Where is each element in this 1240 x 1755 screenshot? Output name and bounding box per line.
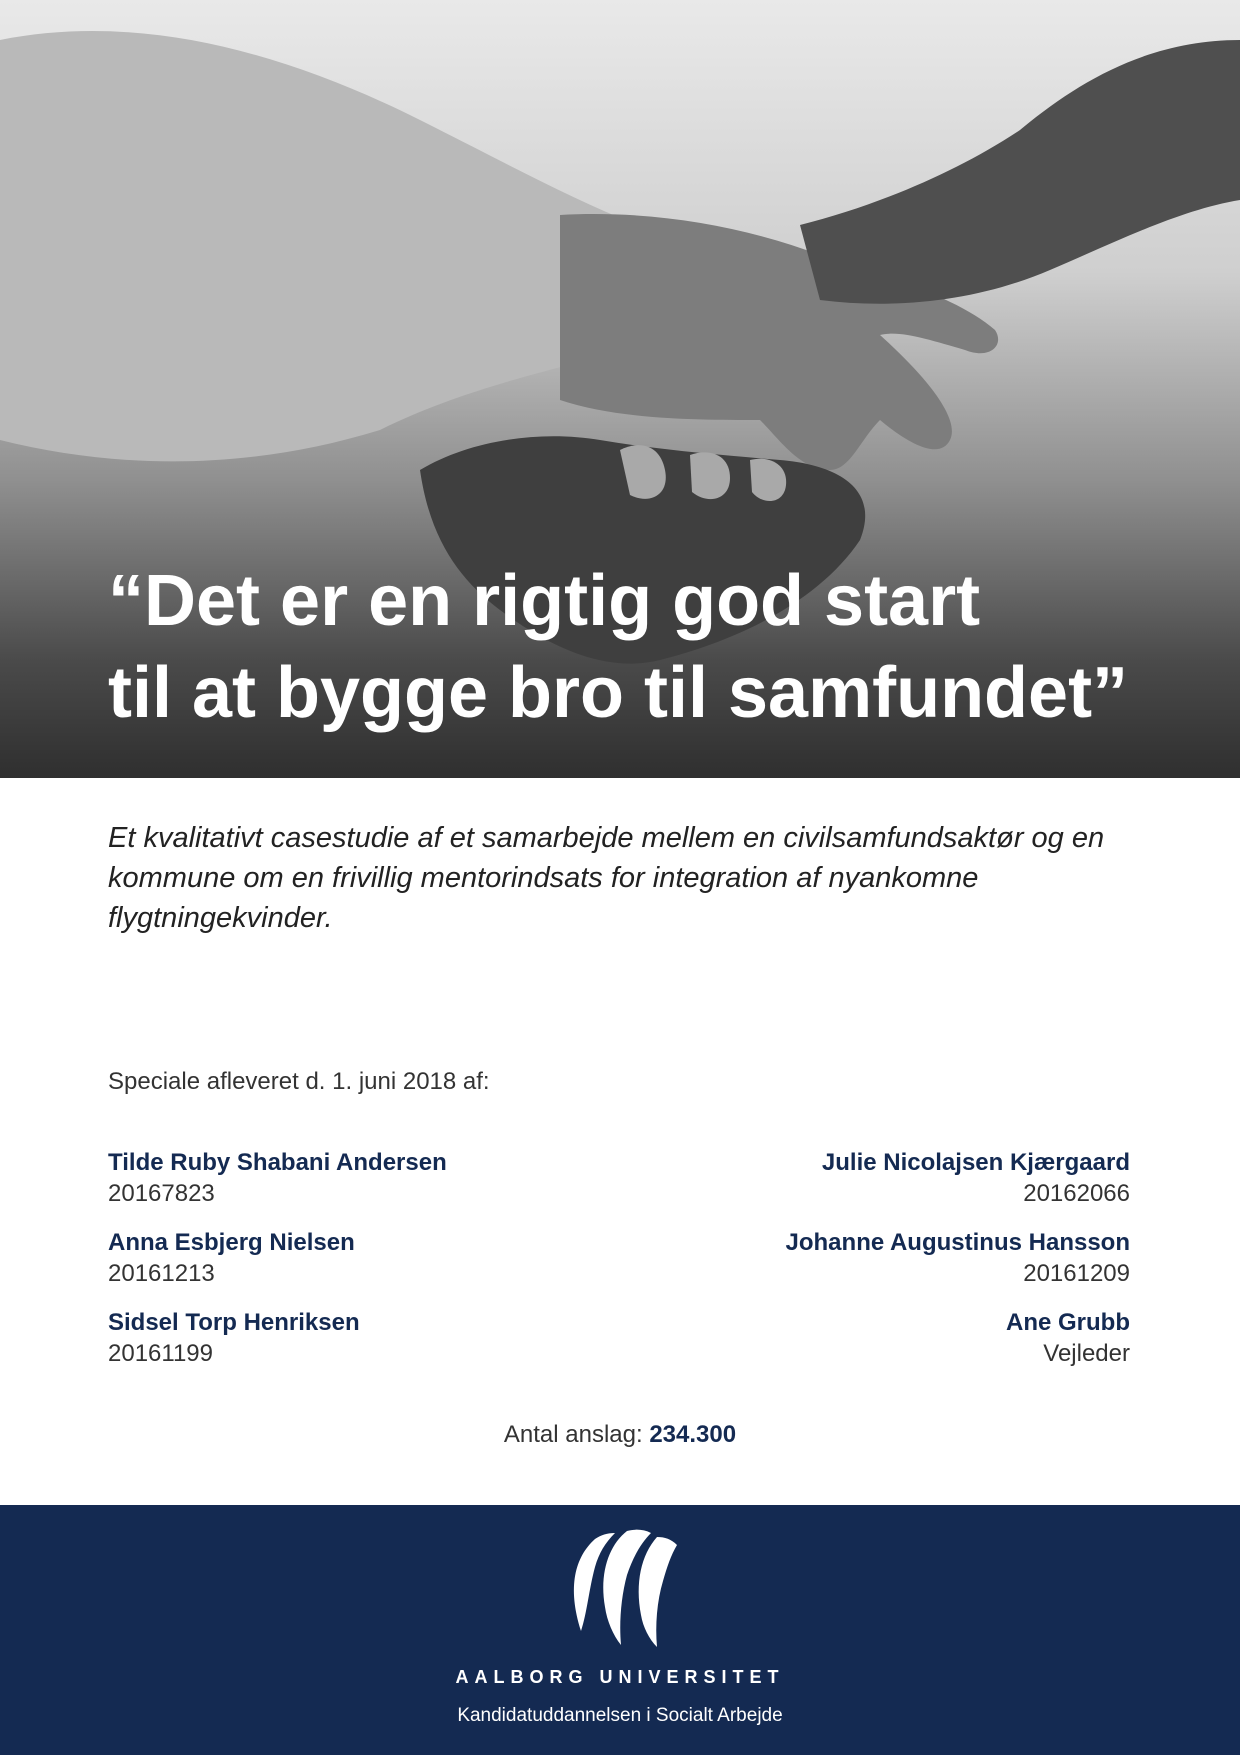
supervisor-role: Vejleder [1043,1340,1130,1367]
submission-note: Speciale afleveret d. 1. juni 2018 af: [108,1068,490,1095]
character-count [0,1421,1240,1449]
title-quote [108,555,1128,739]
author-id: 20161199 [108,1340,213,1367]
author-block [108,1227,355,1289]
program-name: Kandidatuddannelsen i Socialt Arbejde [457,1705,783,1726]
author-name: Sidsel Torp Henriksen [108,1309,360,1336]
author-id: 20161213 [108,1260,215,1287]
author-id: 20167823 [108,1180,215,1207]
author-block [108,1147,447,1209]
author-block [786,1227,1130,1289]
supervisor-block [1006,1307,1130,1369]
author-name: Tilde Ruby Shabani Andersen [108,1149,447,1176]
author-name: Johanne Augustinus Hansson [785,1229,1130,1256]
count-label: Antal anslag: [503,1421,643,1448]
author-name: Julie Nicolajsen Kjærgaard [821,1149,1130,1176]
count-value: 234.300 [649,1421,737,1448]
hero-photo [0,0,1240,778]
aau-logo-icon [561,1527,679,1649]
subtitle: Et kvalitativt casestudie af et samarbejde mellem en civilsamfundsaktør og en kommune om en frivillig mentorindsats for integration af nyankomne flygtningekvinder. [108,822,1105,934]
author-block [822,1147,1130,1209]
author-name: Anna Esbjerg Nielsen [108,1229,355,1256]
supervisor-name: Ane Grubb [1006,1309,1130,1336]
quote-line-2: til at bygge bro til samfundet” [108,653,1129,733]
university-name: AALBORG UNIVERSITET [455,1667,785,1687]
author-id: 20162066 [1023,1180,1130,1207]
author-block [108,1307,360,1369]
quote-line-1: “Det er en rigtig god start [108,561,981,641]
footer-banner [0,1505,1240,1755]
author-id: 20161209 [1023,1260,1130,1287]
